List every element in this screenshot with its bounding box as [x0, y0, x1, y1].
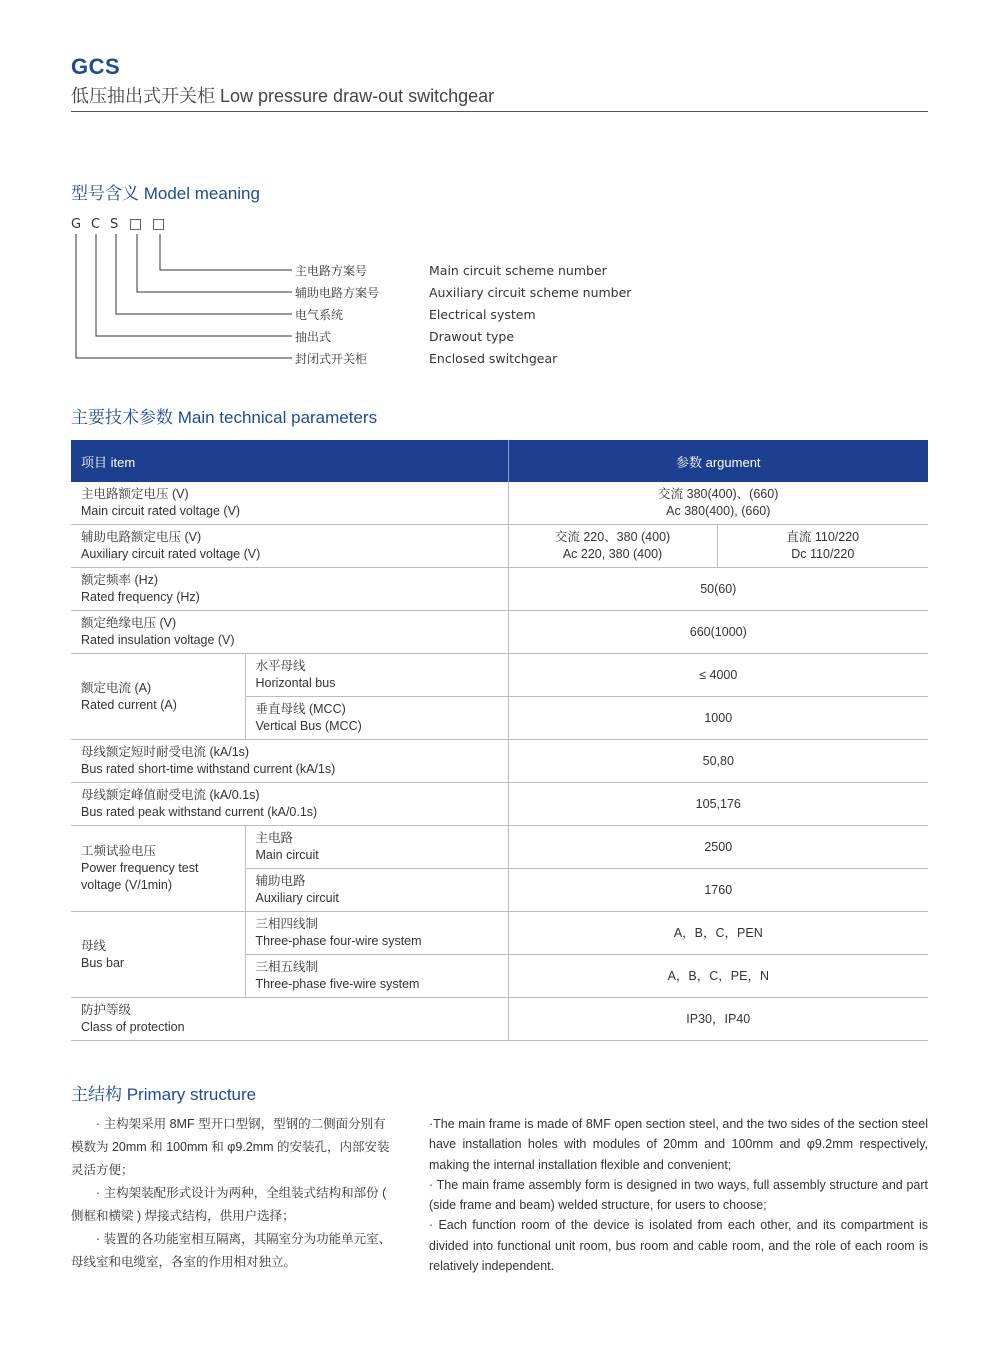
table-row — [71, 654, 928, 697]
row-value: 1760 — [508, 869, 928, 912]
table-row — [71, 740, 928, 783]
row-value: 660(1000) — [508, 611, 928, 654]
row-label: 防护等级 Class of protection — [71, 998, 508, 1041]
structure-text-en — [429, 1114, 928, 1276]
model-item-en: Main circuit scheme number — [429, 263, 607, 278]
row-sublabel: 辅助电路 Auxiliary circuit — [245, 869, 508, 912]
row-value: ≤ 4000 — [508, 654, 928, 697]
row-label: 工频试验电压 Power frequency test voltage (V/1min) — [71, 826, 245, 912]
table-row — [71, 525, 928, 568]
structure-paragraph-cn: · 主构架装配形式设计为两种，全组装式结构和部份 ( 侧框和横梁 ) 焊接式结构，供用户选择； — [71, 1186, 387, 1223]
table-header-row — [71, 440, 928, 482]
model-item-cn: 封闭式开关柜 — [295, 352, 368, 366]
model-item-cn: 主电路方案号 — [295, 264, 368, 278]
row-label: 辅助电路额定电压 (V) Auxiliary circuit rated voltage (V) — [71, 525, 508, 568]
model-letter: C — [91, 217, 101, 232]
model-letter: □ — [129, 216, 143, 232]
row-value: 50(60) — [508, 568, 928, 611]
table-row — [71, 482, 928, 525]
table-row — [71, 611, 928, 654]
row-label: 主电路额定电压 (V) Main circuit rated voltage (V) — [71, 482, 508, 525]
row-sublabel: 三相四线制 Three-phase four-wire system — [245, 912, 508, 955]
params-table — [71, 440, 928, 1041]
structure-text-cn — [71, 1113, 393, 1274]
row-label: 额定绝缘电压 (V) Rated insulation voltage (V) — [71, 611, 508, 654]
table-row — [71, 568, 928, 611]
product-subtitle: 低压抽出式开关柜 Low pressure draw-out switchgear — [71, 86, 495, 106]
header-divider — [71, 111, 928, 112]
row-sublabel: 垂直母线 (MCC) Vertical Bus (MCC) — [245, 697, 508, 740]
row-value-ac: 交流 220、380 (400) Ac 220, 380 (400) — [508, 525, 717, 568]
model-item-en: Electrical system — [429, 307, 536, 322]
params-section-title: 主要技术参数 Main technical parameters — [71, 408, 378, 427]
structure-section-title: 主结构 Primary structure — [71, 1085, 257, 1104]
model-letter: □ — [152, 216, 166, 232]
model-item-en: Auxiliary circuit scheme number — [429, 285, 632, 300]
product-code: GCS — [71, 54, 121, 79]
row-label: 额定频率 (Hz) Rated frequency (Hz) — [71, 568, 508, 611]
row-value: 105,176 — [508, 783, 928, 826]
connector-line — [76, 234, 292, 358]
header-item: 项目 item — [71, 440, 508, 482]
model-section-title: 型号含义 Model meaning — [71, 184, 260, 203]
table-row — [71, 826, 928, 869]
model-diagram — [60, 212, 660, 372]
header-argument: 参数 argument — [508, 440, 928, 482]
model-item-cn: 电气系统 — [295, 308, 344, 322]
structure-paragraph-cn: · 主构架采用 8MF 型开口型钢，型钢的二侧面分别有模数为 20mm 和 100mm 和 φ9.2mm 的安装孔，内部安装灵活方便； — [71, 1117, 390, 1177]
structure-paragraph-en: · The main frame assembly form is designed in two ways, full assembly structure and part (side frame and beam) welded structure, for users to choose; — [429, 1177, 928, 1213]
row-label: 母线 Bus bar — [71, 912, 245, 998]
structure-paragraph-cn: · 装置的各功能室相互隔离，其隔室分为功能单元室、母线室和电缆室，各室的作用相对独立。 — [71, 1232, 392, 1269]
table-row — [71, 998, 928, 1041]
model-letter: G — [71, 217, 82, 232]
row-sublabel: 主电路 Main circuit — [245, 826, 508, 869]
row-value: IP30，IP40 — [508, 998, 928, 1041]
structure-paragraph-en: · Each function room of the device is isolated from each other, and its compartment is divided into functional unit room, bus room and cable room, and the role of each room is relatively independent. — [429, 1218, 928, 1274]
table-row — [71, 912, 928, 955]
connector-line — [96, 234, 292, 336]
row-value: A，B，C，PEN — [508, 912, 928, 955]
row-value: 50,80 — [508, 740, 928, 783]
row-label: 母线额定峰值耐受电流 (kA/0.1s) Bus rated peak withstand current (kA/0.1s) — [71, 783, 508, 826]
row-value: 交流 380(400)、(660) Ac 380(400), (660) — [508, 482, 928, 525]
page-header — [71, 54, 928, 108]
row-sublabel: 三相五线制 Three-phase five-wire system — [245, 955, 508, 998]
structure-paragraph-en: ·The main frame is made of 8MF open section steel, and the two sides of the section steel have installation holes with modules of 20mm and 100mm and φ9.2mm respectively, making the internal installation flexible and convenient; — [429, 1117, 928, 1172]
row-sublabel: 水平母线 Horizontal bus — [245, 654, 508, 697]
row-value: A，B，C，PE，N — [508, 955, 928, 998]
row-value: 2500 — [508, 826, 928, 869]
model-letter: S — [110, 217, 119, 232]
connector-line — [160, 234, 292, 270]
connector-line — [116, 234, 292, 314]
row-value-dc: 直流 110/220 Dc 110/220 — [717, 525, 928, 568]
model-item-cn: 辅助电路方案号 — [295, 286, 380, 300]
model-item-en: Enclosed switchgear — [429, 351, 558, 366]
row-label: 额定电流 (A) Rated current (A) — [71, 654, 245, 740]
row-label: 母线额定短时耐受电流 (kA/1s) Bus rated short-time withstand current (kA/1s) — [71, 740, 508, 783]
row-value: 1000 — [508, 697, 928, 740]
table-row — [71, 783, 928, 826]
model-item-en: Drawout type — [429, 329, 515, 344]
model-item-cn: 抽出式 — [295, 330, 332, 344]
